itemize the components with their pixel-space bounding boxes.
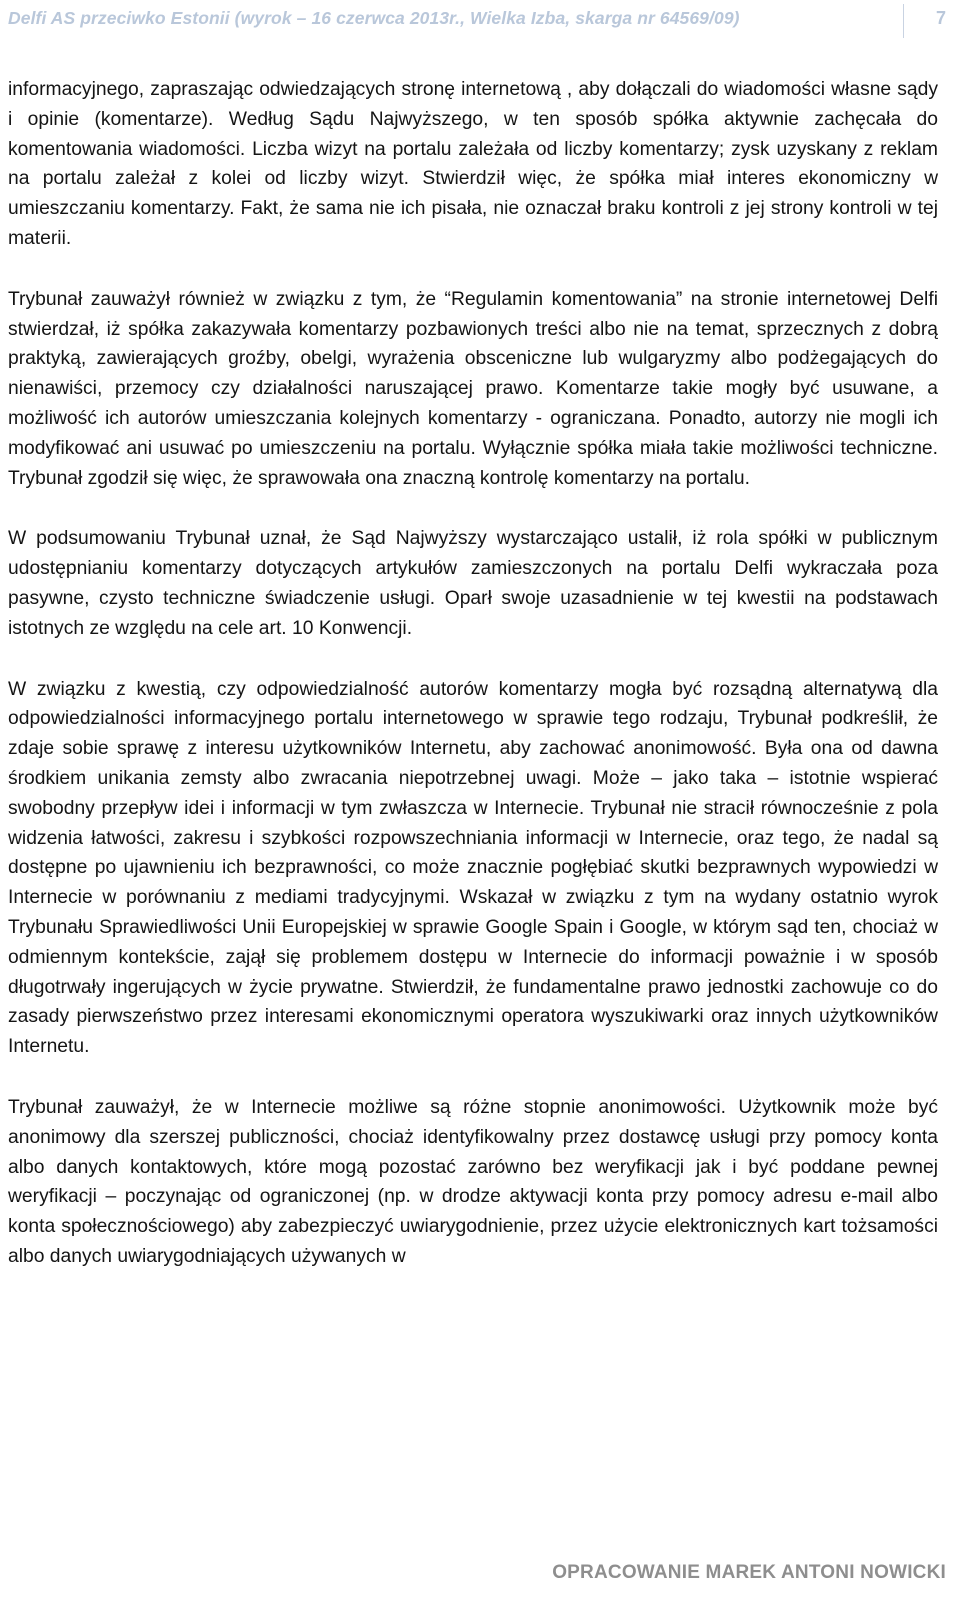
footer-credit: OPRACOWANIE MAREK ANTONI NOWICKI bbox=[552, 1562, 946, 1583]
paragraph-summary: W podsumowaniu Trybunał uznał, że Sąd Najwyższy wystarczająco ustalił, iż rola spółki w publicznym udostępnianiu komentarzy dotyczących artykułów zamieszczonych na portalu Delfi wykraczała poza pasywne, czysto techniczne świadczenie usługi. Oparł swoje uzasadnienie w tej kwestii na podstawach istotnych ze względu na cele art. 10 Konwencji. bbox=[8, 528, 938, 639]
paragraph-comment-rules: Trybunał zauważył również w związku z tym, że “Regulamin komentowania” na stronie internetowej Delfi stwierdzał, iż spółka zakazywała komentarzy pozbawionych treści albo nie na temat, sprzecznych z dobrą praktyką, zawierających groźby, obelgi, wyrażenia obsceniczne lub wulgaryzmy albo podżegających do nienawiści, przemocy czy działalności naruszającej prawo. Komentarze takie mogły być usuwane, a możliwość ich autorów umieszczania kolejnych komentarzy - ograniczana. Ponadto, autorzy nie mogli ich modyfikować ani usuwać po umieszczeniu na portalu. Wyłącznie spółka miała takie możliwości techniczne. Trybunał zgodził się więc, że sprawowała ona znaczną kontrolę komentarzy na portalu. bbox=[8, 288, 938, 489]
page-number: 7 bbox=[935, 8, 946, 28]
paragraph-anonymity: Trybunał zauważył, że w Internecie możliwe są różne stopnie anonimowości. Użytkownik może być anonimowy dla szerszej publiczności, chociaż identyfikowalny przez dostawcę usługi przy pomocy konta albo danych kontaktowych, które mogą pozostać zarówno bez weryfikacji jak i być poddane pewnej weryfikacji – poczynając od ograniczonej (np. w drodze aktywacji konta przy pomocy adresu e-mail albo konta społecznościowego) aby zabezpieczyć uwiarygodnienie, przez użycie elektronicznych kart tożsamości albo danych uwiarygodniających używanych w bbox=[8, 1096, 938, 1267]
paragraph-continuation: informacyjnego, zapraszając odwiedzających stronę internetową , aby dołączali do wiadomości własne sądy i opinie (komentarze). Według Sądu Najwyższego, w ten sposób spółka aktywnie zachęcała do komentowania wiadomości. Liczba wizyt na portalu zależała od liczby komentarzy; zysk uzyskany z reklam na portalu zależał z kolei od liczby wizyt. Stwierdził więc, że spółka miał interes ekonomiczny w umieszczaniu komentarzy. Fakt, że sama nie ich pisała, nie oznaczał braku kontroli z jej strony kontroli w tej materii. bbox=[8, 79, 938, 249]
header-divider bbox=[903, 4, 904, 38]
running-header bbox=[0, 0, 960, 40]
body-text bbox=[8, 75, 938, 1303]
running-title: Delfi AS przeciwko Estonii (wyrok – 16 czerwca 2013r., Wielka Izba, skarga nr 64569/09) bbox=[8, 8, 740, 28]
paragraph-author-liability: W związku z kwestią, czy odpowiedzialność autorów komentarzy mogła być rozsądną alternatywą dla odpowiedzialności informacyjnego portalu internetowego w sprawie tego rodzaju, Trybunał podkreślił, że zdaje sobie sprawę z interesu użytkowników Internetu, aby zachować anonimowość. Była ona od dawna środkiem unikania zemsty albo zwracania niepotrzebnej uwagi. Może – jako taka – istotnie wspierać swobodny przepływ idei i informacji w tym zwłaszcza w Internecie. Trybunał nie stracił równocześnie z pola widzenia łatwości, zakresu i szybkości rozpowszechniania informacji w Internecie, oraz tego, że nadal są dostępne po ujawnieniu ich bezprawności, co może znacznie pogłębiać skutki bezprawnych wypowiedzi w Internecie w porównaniu z mediami tradycyjnymi. Wskazał w związku z tym na wydany ostatnio wyrok Trybunału Sprawiedliwości Unii Europejskiej w sprawie Google Spain i Google, w którym sąd ten, chociaż w odmiennym kontekście, zajął się problemem dostępu w Internecie do informacji poważnie i w sposób długotrwały ingerujących w życie prywatne. Stwierdził, że fundamentalne prawo jednostki zachowuje co do zasady pierwszeństwo przez interesami ekonomicznymi operatora wyszukiwarki oraz innych użytkowników Internetu. bbox=[8, 678, 938, 1058]
